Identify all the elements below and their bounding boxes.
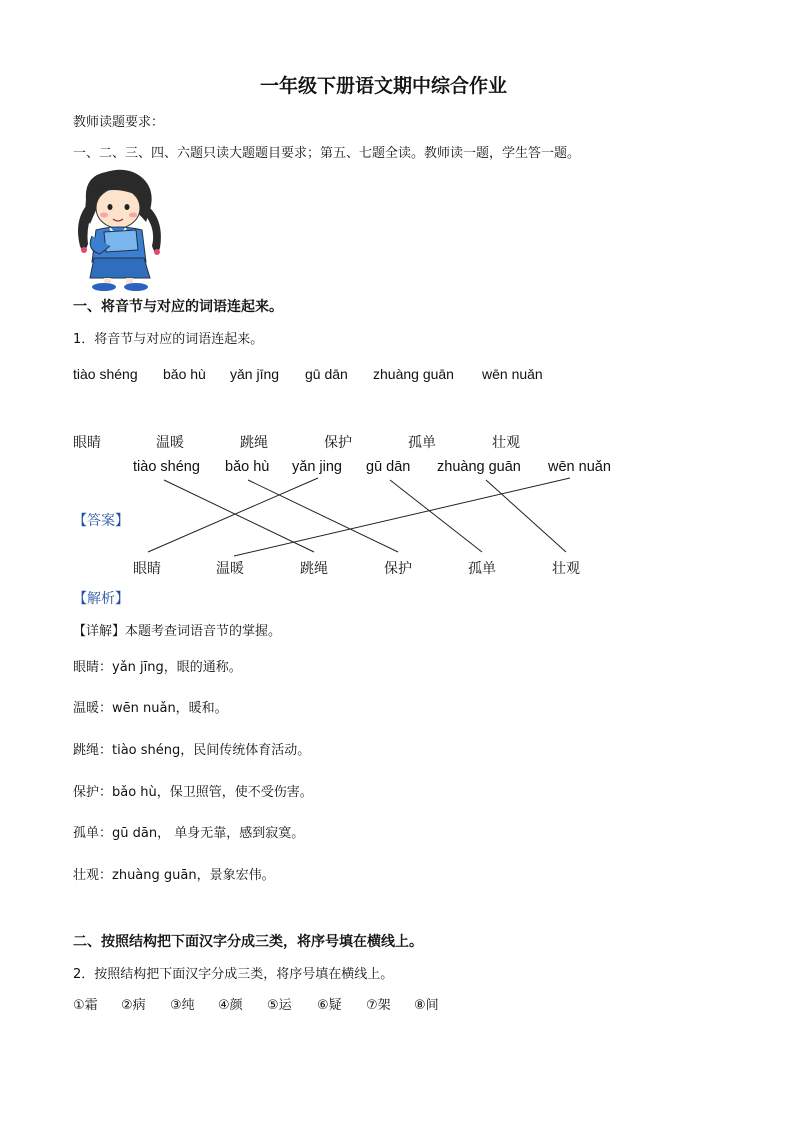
- answer-word-item: 保护: [384, 561, 412, 577]
- char-option: ⑧间: [414, 998, 439, 1013]
- analysis-label: 【解析】: [73, 591, 129, 607]
- answer-pinyin-item: tiào shéng: [133, 459, 200, 475]
- word-item: 壮观: [492, 435, 520, 451]
- section2-heading: 二、按照结构把下面汉字分成三类，将序号填在横线上。: [73, 934, 423, 950]
- analysis-item: 孤单：gū dān， 单身无靠，感到寂寞。: [73, 826, 305, 841]
- pinyin-item: tiào shéng: [73, 366, 138, 382]
- match-line-gudan: [390, 480, 482, 552]
- answer-word-item: 壮观: [552, 561, 580, 577]
- word-item: 温暖: [156, 435, 184, 451]
- answer-word-item: 跳绳: [300, 561, 328, 577]
- section1-question: 1．将音节与对应的词语连起来。: [73, 332, 264, 347]
- answer-pinyin-item: yǎn jing: [292, 459, 342, 475]
- pinyin-item: wēn nuǎn: [482, 366, 543, 382]
- char-option: ①霜: [73, 998, 98, 1013]
- pinyin-item: bǎo hù: [163, 366, 206, 382]
- analysis-item: 眼睛：yǎn jīng，眼的通称。: [73, 660, 242, 675]
- match-line-tiaosheng: [164, 480, 314, 552]
- pinyin-item: yǎn jīng: [230, 366, 280, 382]
- char-option: ③纯: [170, 998, 195, 1013]
- analysis-item: 壮观：zhuàng guān，景象宏伟。: [73, 868, 275, 883]
- answer-pinyin-item: bǎo hù: [225, 459, 270, 475]
- char-option: ⑤运: [267, 998, 292, 1013]
- analysis-item: 跳绳：tiào shéng，民间传统体育活动。: [73, 743, 311, 758]
- char-option: ⑦架: [366, 998, 391, 1013]
- teacher-instruction: 一、二、三、四、六题只读大题题目要求；第五、七题全读。教师读一题，学生答一题。: [73, 146, 581, 161]
- word-item: 眼睛: [73, 435, 101, 451]
- analysis-item: 保护：bǎo hù，保卫照管，使不受伤害。: [73, 785, 313, 800]
- match-line-baohu: [248, 480, 398, 552]
- char-option: ②病: [121, 998, 146, 1013]
- section2-question: 2．按照结构把下面汉字分成三类，将序号填在横线上。: [73, 967, 394, 982]
- answer-pinyin-item: zhuàng guān: [437, 459, 521, 475]
- char-option: ④颜: [218, 998, 243, 1013]
- answer-pinyin-item: gū dān: [366, 459, 411, 475]
- word-item: 跳绳: [240, 435, 268, 451]
- page-title: 一年级下册语文期中综合作业: [260, 75, 508, 97]
- analysis-detail: 【详解】本题考查词语音节的掌握。: [73, 624, 282, 639]
- answer-pinyin-item: wēn nuǎn: [548, 459, 611, 475]
- pinyin-item: zhuàng guān: [373, 366, 454, 382]
- section1-heading: 一、将音节与对应的词语连起来。: [73, 299, 283, 315]
- word-item: 保护: [324, 435, 352, 451]
- answer-word-item: 温暖: [216, 561, 244, 577]
- teacher-label: 教师读题要求：: [73, 115, 165, 130]
- match-line-wennuan: [234, 478, 570, 556]
- analysis-item: 温暖：wēn nuǎn，暖和。: [73, 701, 228, 716]
- answer-word-item: 眼睛: [133, 561, 161, 577]
- match-line-yanjing: [148, 478, 318, 552]
- answer-label: 【答案】: [73, 513, 129, 529]
- match-line-zhuangguan: [486, 480, 566, 552]
- pinyin-item: gū dān: [305, 366, 348, 382]
- answer-word-item: 孤单: [468, 561, 496, 577]
- word-item: 孤单: [408, 435, 436, 451]
- char-option: ⑥疑: [317, 998, 342, 1013]
